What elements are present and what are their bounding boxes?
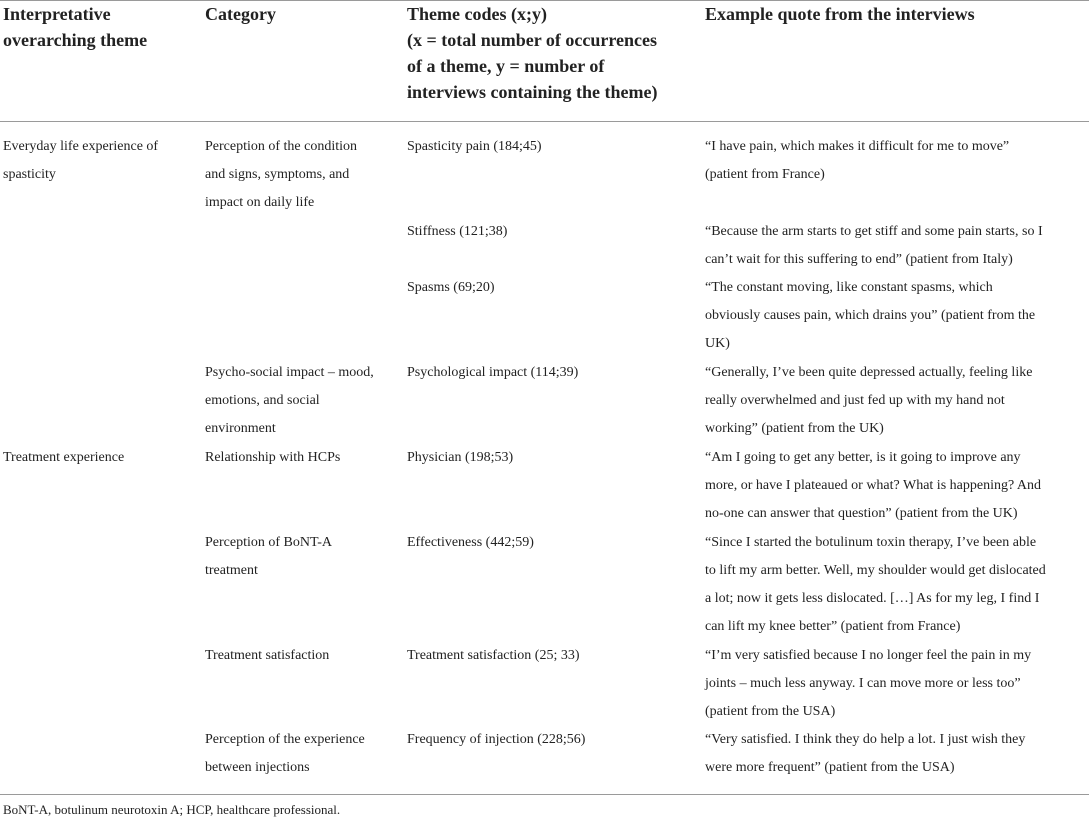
header-theme-line: overarching theme	[3, 30, 148, 50]
row-7-code	[407, 726, 585, 754]
cell-line: can lift my knee better” (patient from France)	[705, 619, 961, 634]
row-6-category	[205, 642, 329, 670]
cell-line: can’t wait for this suffering to end” (patient from Italy)	[705, 252, 1013, 267]
table-footnote: BoNT-A, botulinum neurotoxin A; HCP, healthcare professional.	[3, 802, 341, 817]
row-1-code	[407, 218, 507, 246]
cell-line: Perception of BoNT-A	[205, 535, 333, 550]
cell-line: (patient from the USA)	[705, 704, 836, 719]
cell-line: Perception of the experience	[205, 732, 365, 747]
cell-line: “Very satisfied. I think they do help a lot. I just wish they	[705, 732, 1026, 747]
cell-line: Perception of the condition	[205, 139, 358, 154]
row-0-quote	[705, 133, 1009, 189]
row-3-code	[407, 359, 578, 387]
cell-line: UK)	[705, 336, 730, 351]
cell-line: emotions, and social	[205, 393, 320, 408]
header-codes-line: of a theme, y = number of	[407, 56, 605, 76]
row-7-category	[205, 726, 365, 782]
row-4-code	[407, 444, 513, 472]
cell-line: between injections	[205, 760, 310, 775]
row-5-category	[205, 529, 332, 585]
row-7-quote	[705, 726, 1025, 782]
header-codes-line: (x = total number of occurrences	[407, 30, 658, 50]
header-quote-line: Example quote from the interviews	[705, 4, 975, 24]
cell-line: “I have pain, which makes it difficult for me to move”	[705, 139, 1010, 154]
cell-line: Effectiveness (442;59)	[407, 535, 534, 550]
cell-line: “The constant moving, like constant spasms, which	[705, 280, 993, 295]
cell-line: Relationship with HCPs	[205, 450, 341, 465]
cell-line: joints – much less anyway. I can move more or less too”	[705, 676, 1021, 691]
cell-line: Everyday life experience of	[3, 139, 159, 154]
table-bottom-rule	[0, 794, 1089, 795]
cell-line: to lift my arm better. Well, my shoulder would get dislocated	[705, 563, 1046, 578]
cell-line: Spasms (69;20)	[407, 280, 495, 295]
row-6-code	[407, 642, 580, 670]
cell-line: Treatment experience	[3, 450, 125, 465]
cell-line: were more frequent” (patient from the USA)	[705, 760, 955, 775]
cell-line: “Because the arm starts to get stiff and some pain starts, so I	[705, 224, 1043, 239]
row-0-code	[407, 133, 542, 161]
cell-line: “I’m very satisfied because I no longer feel the pain in my	[705, 648, 1032, 663]
row-2-quote	[705, 274, 1035, 358]
cell-line: “Since I started the botulinum toxin therapy, I’ve been able	[705, 535, 1037, 550]
row-0-category	[205, 133, 357, 217]
cell-line: a lot; now it gets less dislocated. […] As for my leg, I find I	[705, 591, 1040, 606]
row-6-quote	[705, 642, 1031, 726]
row-4-theme	[3, 444, 124, 472]
cell-line: Treatment satisfaction	[205, 648, 330, 663]
cell-line: working” (patient from the UK)	[705, 421, 884, 436]
cell-line: Physician (198;53)	[407, 450, 514, 465]
cell-line: more, or have I plateaued or what? What is happening? And	[705, 478, 1042, 493]
cell-line: Frequency of injection (228;56)	[407, 732, 586, 747]
cell-line: impact on daily life	[205, 195, 315, 210]
row-4-quote	[705, 444, 1041, 528]
header-quote	[705, 1, 975, 27]
header-codes-line: Theme codes (x;y)	[407, 4, 547, 24]
header-theme-line: Interpretative	[3, 4, 111, 24]
row-5-code	[407, 529, 534, 557]
cell-line: (patient from France)	[705, 167, 825, 182]
cell-line: treatment	[205, 563, 258, 578]
cell-line: Psycho-social impact – mood,	[205, 365, 374, 380]
cell-line: and signs, symptoms, and	[205, 167, 350, 182]
header-category-line: Category	[205, 4, 276, 24]
header-category	[205, 1, 276, 27]
cell-line: Spasticity pain (184;45)	[407, 139, 542, 154]
header-codes-line: interviews containing the theme)	[407, 82, 658, 102]
row-2-code	[407, 274, 495, 302]
cell-line: spasticity	[3, 167, 56, 182]
cell-line: Treatment satisfaction (25; 33)	[407, 648, 580, 663]
row-5-quote	[705, 529, 1046, 641]
cell-line: Psychological impact (114;39)	[407, 365, 579, 380]
row-4-category	[205, 444, 340, 472]
cell-line: no-one can answer that question” (patient from the UK)	[705, 506, 1018, 521]
cell-line: obviously causes pain, which drains you” (patient from the	[705, 308, 1036, 323]
header-theme	[3, 1, 147, 53]
cell-line: environment	[205, 421, 276, 436]
cell-line: “Generally, I’ve been quite depressed actually, feeling like	[705, 365, 1033, 380]
cell-line: Stiffness (121;38)	[407, 224, 508, 239]
row-3-quote	[705, 359, 1032, 443]
header-codes	[407, 1, 657, 105]
header-rule	[0, 121, 1089, 122]
row-0-theme	[3, 133, 158, 189]
row-3-category	[205, 359, 374, 443]
row-1-quote	[705, 218, 1043, 274]
cell-line: really overwhelmed and just fed up with my hand not	[705, 393, 1005, 408]
cell-line: “Am I going to get any better, is it going to improve any	[705, 450, 1021, 465]
